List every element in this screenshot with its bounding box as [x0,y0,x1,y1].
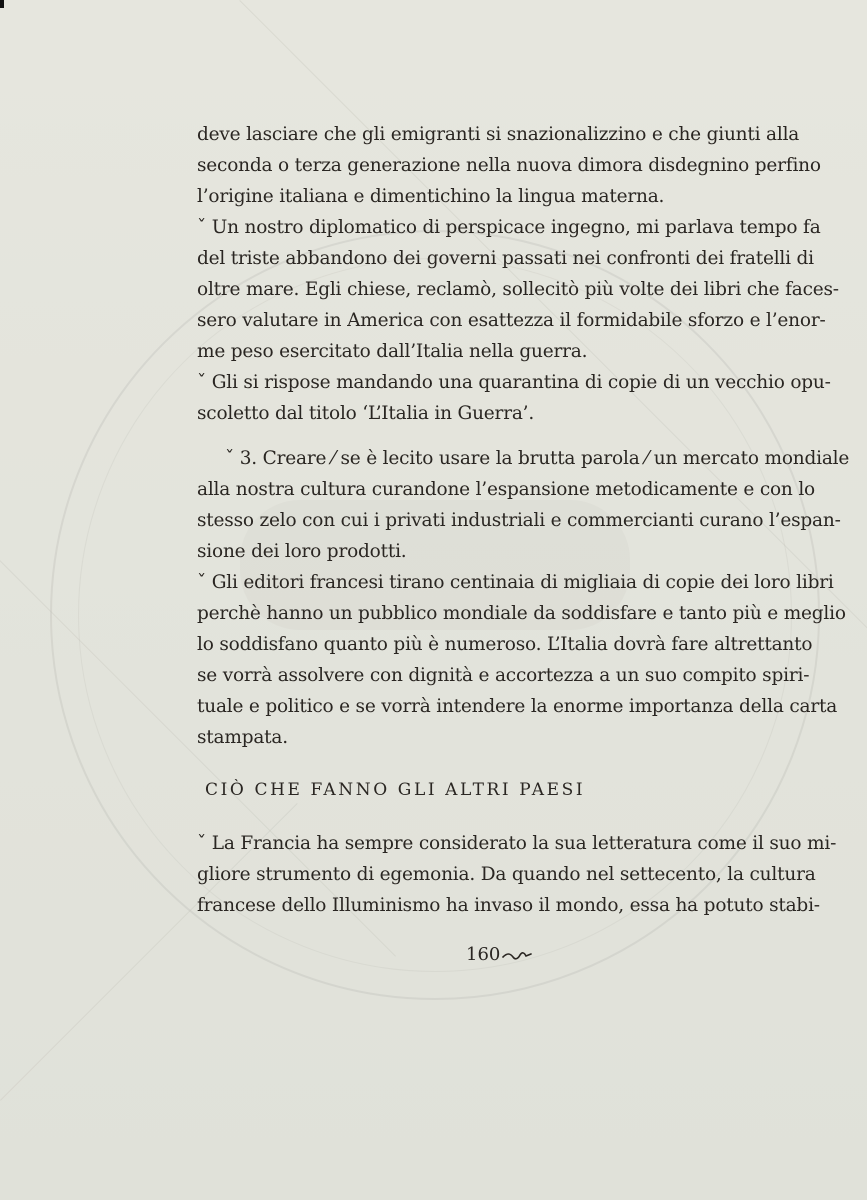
text-line: me peso esercitato dall’Italia nella guerra. [197,341,588,362]
text-line: ˇ La Francia ha sempre considerato la sua letteratura come il suo mi- [197,833,837,854]
text-line: alla nostra cultura curandone l’espansione metodicamente e con lo [197,479,815,500]
section-heading: CIÒ CHE FANNO GLI ALTRI PAESI [205,780,586,800]
text-line: sero valutare in America con esattezza il formidabile sforzo e l’enor- [197,310,826,331]
text-line: oltre mare. Egli chiese, reclamò, sollecitò più volte dei libri che faces- [197,279,839,300]
text-line: l’origine italiana e dimentichino la lingua materna. [197,186,665,207]
paragraph [197,828,837,921]
page-number-text: 160 [466,944,501,965]
paragraph [197,443,850,567]
text-line: tuale e politico e se vorrà intendere la enorme importanza della carta [197,696,838,717]
paragraph [197,367,831,429]
text-line: francese dello Illuminismo ha invaso il mondo, essa ha potuto stabi- [197,895,820,916]
paragraph [197,567,846,753]
text-line: ˇ Gli si rispose mandando una quarantina di copie di un vecchio opu- [197,372,831,393]
scan-corner-mark [0,0,4,8]
body-text [197,119,850,921]
text-line: sione dei loro prodotti. [197,541,407,562]
text-line: gliore strumento di egemonia. Da quando nel settecento, la cultura [197,864,816,885]
text-line: seconda o terza generazione nella nuova dimora disdegnino perfino [197,155,821,176]
page-number [466,940,532,970]
text-line: scoletto dal titolo ‘L’Italia in Guerra’. [197,403,535,424]
flourish-icon [502,948,532,962]
text-line: stampata. [197,727,288,748]
paragraph [197,119,821,212]
text-line: deve lasciare che gli emigranti si snazionalizzino e che giunti alla [197,124,800,145]
text-line: lo soddisfano quanto più è numeroso. L’Italia dovrà fare altrettanto [197,634,813,655]
text-line: perchè hanno un pubblico mondiale da soddisfare e tanto più e meglio [197,603,846,624]
text-line: ˇ 3. Creare ⁄ se è lecito usare la brutta parola ⁄ un mercato mondiale [225,448,850,469]
text-line: del triste abbandono dei governi passati nei confronti dei fratelli di [197,248,814,269]
text-line: ˇ Gli editori francesi tirano centinaia di migliaia di copie dei loro libri [197,572,834,593]
paragraph [197,212,839,367]
text-line: stesso zelo con cui i privati industriali e commercianti curano l’espan- [197,510,841,531]
text-line: ˇ Un nostro diplomatico di perspicace ingegno, mi parlava tempo fa [197,217,821,238]
text-line: se vorrà assolvere con dignità e accortezza a un suo compito spiri- [197,665,810,686]
